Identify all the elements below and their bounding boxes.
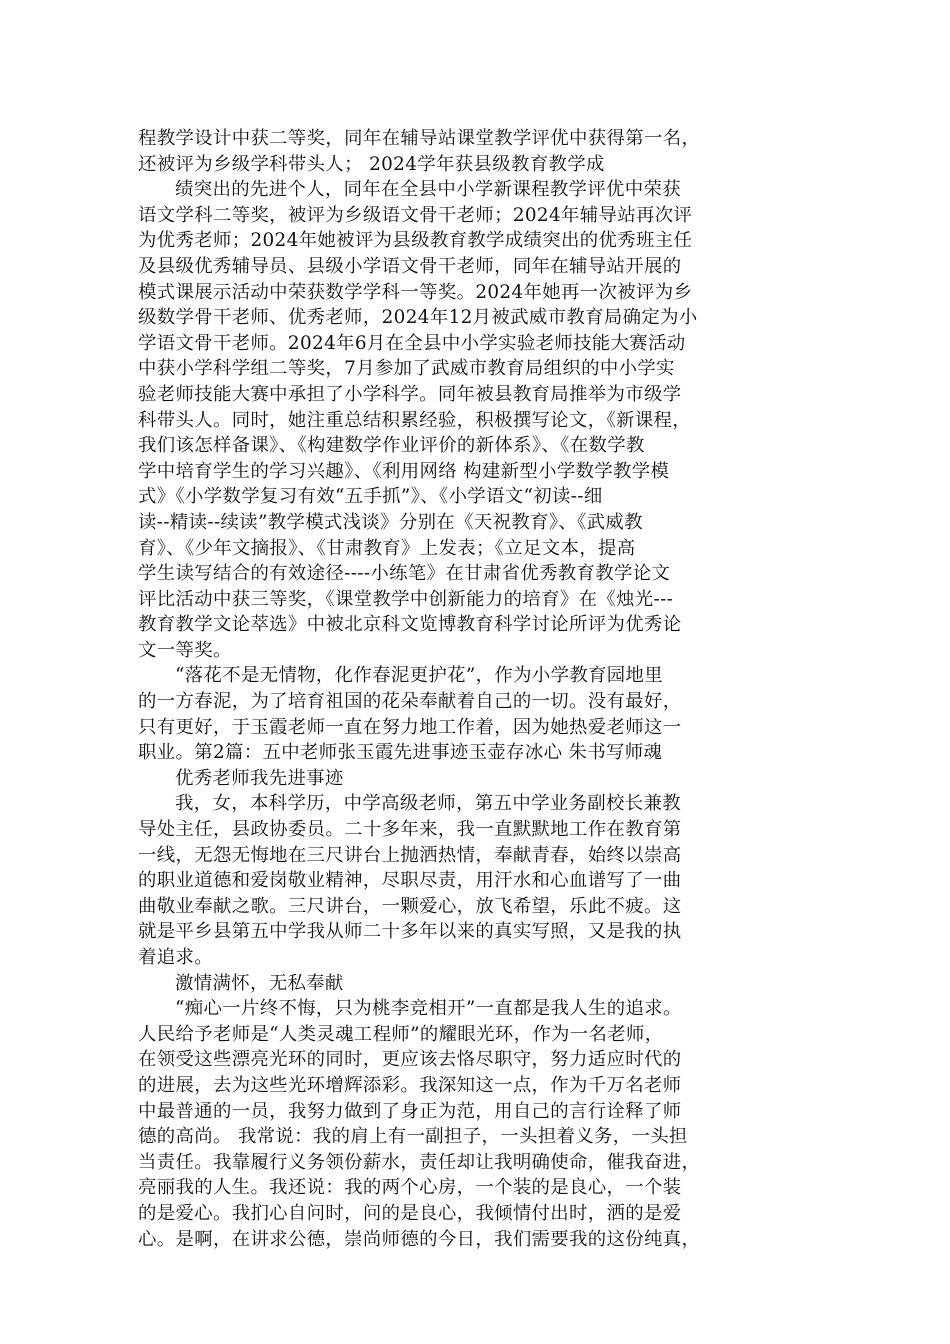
document-line: 学生读写结合的有效途径----小练笔》在甘肃省优秀教育教学论文 xyxy=(138,563,671,585)
document-line: 式》《小学数学复习有效“五手抓”》、《小学语文“初读--细 xyxy=(138,486,603,508)
document-line: 亮丽我的人生。我还说：我的两个心房，一个装的是良心，一个装 xyxy=(138,1177,682,1199)
document-line: 语文学科二等奖，被评为乡级语文骨干老师；2024年辅导站再次评 xyxy=(138,204,693,226)
document-line: 曲敬业奉献之歌。三尺讲台，一颗爱心，放飞希望，乐此不疲。这 xyxy=(138,895,682,917)
document-line: 评比活动中获三等奖，《课堂教学中创新能力的培育》在《烛光--- xyxy=(138,588,674,610)
document-line: 学语文骨干老师。2024年6月在全县中小学实验老师技能大赛活动 xyxy=(138,332,686,354)
document-line: 读--精读--续读”教学模式浅谈》分别在《天祝教育》、《武威教 xyxy=(138,511,643,533)
document-line: 导处主任，县政协委员。二十多年来，我一直默默地工作在教育第 xyxy=(138,819,682,841)
document-line: 验老师技能大赛中承担了小学科学。同年被县教育局推举为市级学 xyxy=(138,383,682,405)
document-line: 文一等奖。 xyxy=(138,639,232,661)
document-line: 就是平乡县第五中学我从师二十多年以来的真实写照，又是我的执 xyxy=(138,921,682,943)
document-body xyxy=(138,126,828,1252)
document-line: 着追求。 xyxy=(138,947,213,968)
document-line: 中最普通的一员，我努力做到了身正为范，用自己的言行诠释了师 xyxy=(138,1100,682,1122)
document-line: 一线，无怨无悔地在三尺讲台上抛洒热情，奉献青春，始终以崇高 xyxy=(138,844,682,866)
document-line: 中获小学科学组二等奖，7月参加了武威市教育局组织的中小学实 xyxy=(138,358,675,380)
document-line: 及县级优秀辅导员、县级小学语文骨干老师，同年在辅导站开展的 xyxy=(138,255,682,277)
document-line: 学中培育学生的学习兴趣》、《利用网络 构建新型小学数学教学模 xyxy=(138,460,670,482)
document-line: 我们该怎样备课》、《构建数学作业评价的新体系》、《在数学教 xyxy=(138,435,645,457)
document-line: 模式课展示活动中荣获数学学科一等奖。2024年她再一次被评为乡 xyxy=(138,281,693,303)
document-line: 人民给予老师是“人类灵魂工程师”的耀眼光环，作为一名老师， xyxy=(138,1023,664,1045)
document-line: 教育教学文论萃选》中被北京科文览博教育科学讨论所评为优秀论 xyxy=(138,614,682,636)
document-line: 当责任。我靠履行义务领份薪水，责任却让我明确使命，催我奋进， xyxy=(138,1151,701,1173)
document-line: 激情满怀，无私奉献 xyxy=(175,972,344,994)
document-line: 级数学骨干老师、优秀老师，2024年12月被武威市教育局确定为小 xyxy=(138,307,698,329)
document-line: 科带头人。同时，她注重总结积累经验，积极撰写论文，《新课程， xyxy=(138,409,692,431)
document-line: 绩突出的先进个人，同年在全县中小学新课程教学评优中荣获 xyxy=(175,179,681,201)
document-line: 职业。第2篇：五中老师张玉霞先进事迹玉壶存冰心 朱书写师魂 xyxy=(138,742,663,764)
document-line: 只有更好，于玉霞老师一直在努力地工作着，因为她热爱老师这一 xyxy=(138,716,682,738)
document-line: 的是爱心。我扪心自问时，问的是良心，我倾情付出时，洒的是爱 xyxy=(138,1202,682,1224)
document-line: 优秀老师我先进事迹 xyxy=(175,767,344,789)
document-line: “落花不是无情物，化作春泥更护花”，作为小学教育园地里 xyxy=(175,665,664,687)
document-line: 还被评为乡级学科带头人； 2024学年获县级教育教学成 xyxy=(138,153,605,175)
document-line: 在领受这些漂亮光环的同时，更应该去恪尽职守，努力适应时代的 xyxy=(138,1049,682,1071)
document-line: 的进展，去为这些光环增辉添彩。我深知这一点，作为千万名老师 xyxy=(138,1074,682,1096)
document-line: 的一方春泥，为了培育祖国的花朵奉献着自己的一切。没有最好， xyxy=(138,691,682,713)
document-line: 为优秀老师；2024年她被评为县级教育教学成绩突出的优秀班主任 xyxy=(138,230,693,252)
document-line: “痴心一片终不悔，只为桃李竞相开”一直都是我人生的追求。 xyxy=(175,998,682,1020)
document-line: 育》、《少年文摘报》、《甘肃教育》上发表；《立足文本，提高 xyxy=(138,537,636,559)
document-line: 德的高尚。 我常说：我的肩上有一副担子，一头担着义务，一头担 xyxy=(138,1126,688,1148)
document-line: 的职业道德和爱岗敬业精神，尽职尽责，用汗水和心血谱写了一曲 xyxy=(138,870,682,892)
document-line: 心。是啊，在讲求公德，崇尚师德的今日，我们需要我的这份纯真， xyxy=(138,1228,701,1250)
document-line: 我，女，本科学历，中学高级老师，第五中学业务副校长兼教 xyxy=(175,793,681,815)
document-line: 程教学设计中获二等奖，同年在辅导站课堂教学评优中获得第一名， xyxy=(138,128,701,149)
